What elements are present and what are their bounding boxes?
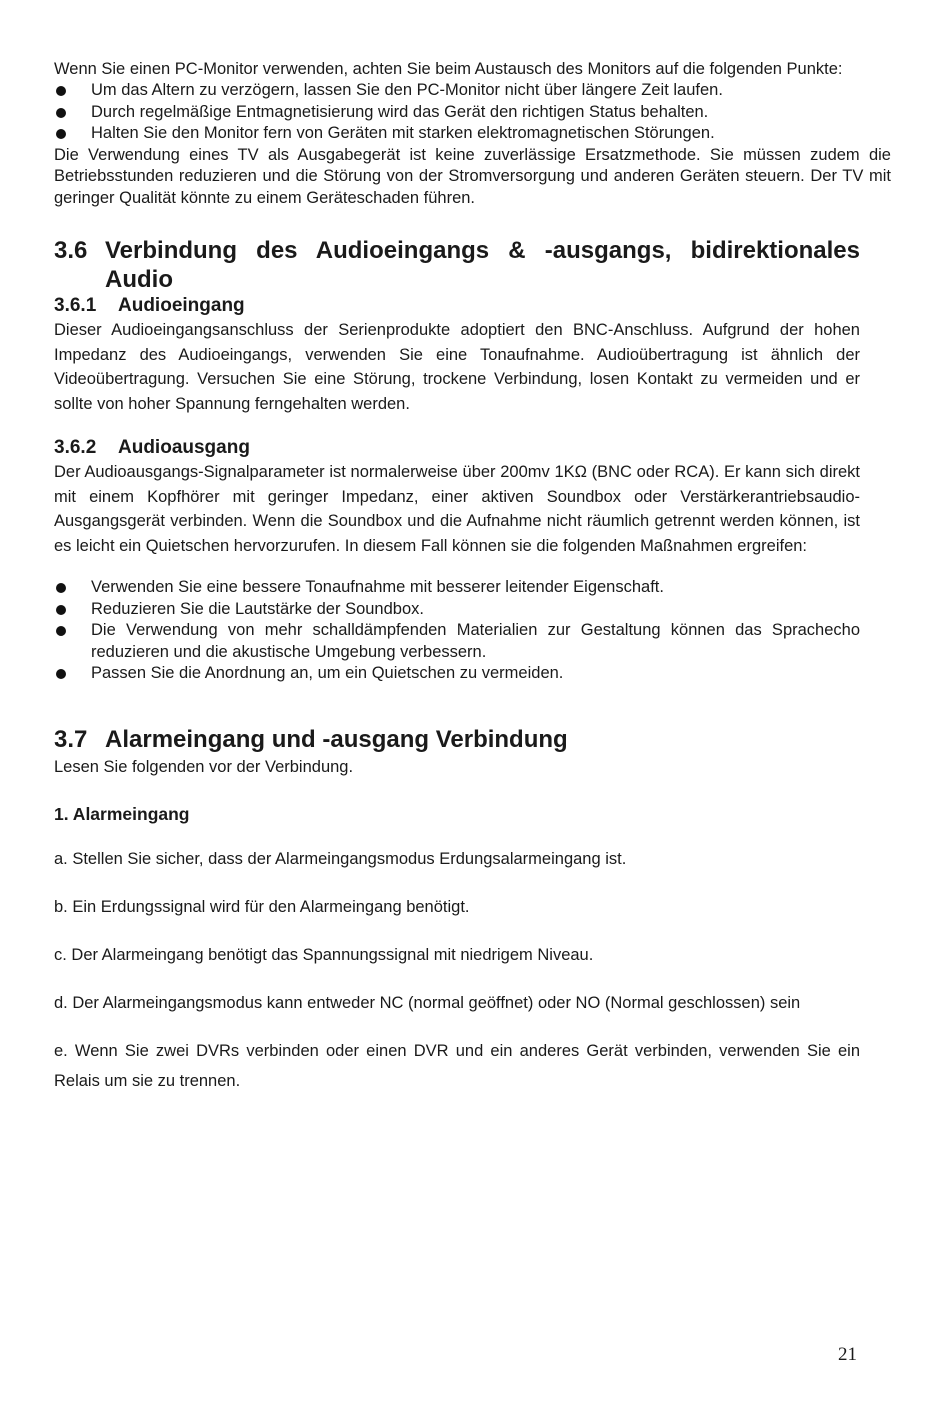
document-page xyxy=(54,58,891,1096)
audio-input-paragraph: Dieser Audioeingangsanschluss der Serienprodukte adoptiert den BNC-Anschluss. Aufgrund der hohen Impedanz des Audioeingangs, verwenden Sie eine Tonaufnahme. Audioübertragung ist ähnlich der Videoübertragung. Versuchen Sie eine Störung, trockene Verbindung, losen Kontakt zu vermeiden und er sollte von hoher Spannung ferngehalten werden. xyxy=(54,321,860,413)
tv-paragraph: Die Verwendung eines TV als Ausgabegerät ist keine zuverlässige Ersatzmethode. Sie müssen zudem die Betriebsstunden reduzieren und die Störung von der Stromversorgung und anderen Geräten steuern. Der TV mit geringer Qualität könnte zu einem Geräteschaden führen. xyxy=(54,145,891,207)
list-item: Durch regelmäßige Entmagnetisierung wird das Gerät den richtigen Status behalten. xyxy=(54,102,891,124)
list-item: e. Wenn Sie zwei DVRs verbinden oder einen DVR und ein anderes Gerät verbinden, verwenden Sie ein Relais um sie zu trennen. xyxy=(54,1041,860,1090)
section-number: 3.6 xyxy=(54,237,88,264)
audio-output-paragraph: Der Audioausgangs-Signalparameter ist normalerweise über 200mv 1KΩ (BNC oder RCA). Er kann sich direkt mit einem Kopfhörer mit geringer Impedanz, einer aktiven Soundbox oder Verstärkerantriebsaudio-Ausgangsgerät verbinden. Wenn die Soundbox und die Aufnahme nicht räumlich getrennt werden können, ist es leicht ein Quietschen hervorzurufen. In diesem Fall können sie die folgenden Maßnahmen ergreifen: xyxy=(54,463,860,555)
list-item: a. Stellen Sie sicher, dass der Alarmeingangsmodus Erdungsalarmeingang ist. xyxy=(54,849,627,868)
list-item: Die Verwendung von mehr schalldämpfenden Materialien zur Gestaltung können das Sprachecho reduzieren und die akustische Umgebung verbessern. xyxy=(54,620,860,663)
list-item: Reduzieren Sie die Lautstärke der Soundbox. xyxy=(54,599,860,621)
list-item: Verwenden Sie eine bessere Tonaufnahme mit besserer leitender Eigenschaft. xyxy=(54,577,860,599)
list-item: c. Der Alarmeingang benötigt das Spannungssignal mit niedrigem Niveau. xyxy=(54,945,594,964)
subsection-heading-3-6-1 xyxy=(54,294,891,318)
alarm-input-heading: 1. Alarmeingang xyxy=(54,803,190,824)
subsection-title: Audioausgang xyxy=(118,437,250,458)
list-item: Um das Altern zu verzögern, lassen Sie den PC-Monitor nicht über längere Zeit laufen. xyxy=(54,80,891,102)
list-item: d. Der Alarmeingangsmodus kann entweder NC (normal geöffnet) oder NO (Normal geschlossen) sein xyxy=(54,993,801,1012)
section-title: Alarmeingang und -ausgang Verbindung xyxy=(105,725,568,753)
audio-measures-list xyxy=(54,577,860,685)
section-number: 3.7 xyxy=(54,725,88,753)
section-heading-3-6 xyxy=(54,236,860,294)
subsection-number: 3.6.2 xyxy=(54,437,97,458)
list-item: Halten Sie den Monitor fern von Geräten mit starken elektromagnetischen Störungen. xyxy=(54,123,891,145)
section-3-7-intro: Lesen Sie folgenden vor der Verbindung. xyxy=(54,757,354,776)
list-item: b. Ein Erdungssignal wird für den Alarmeingang benötigt. xyxy=(54,897,470,916)
section-heading-3-7 xyxy=(54,725,891,754)
intro-paragraph: Wenn Sie einen PC-Monitor verwenden, achten Sie beim Austausch des Monitors auf die folgenden Punkte: xyxy=(54,60,843,78)
subsection-title: Audioeingang xyxy=(118,295,245,316)
page-number: 21 xyxy=(838,1344,857,1365)
monitor-tips-list xyxy=(54,80,891,145)
section-title: Verbindung des Audioeingangs & -ausgangs, bidirektionales Audio xyxy=(105,237,860,293)
list-item: Passen Sie die Anordnung an, um ein Quietschen zu vermeiden. xyxy=(54,663,860,685)
subsection-number: 3.6.1 xyxy=(54,295,97,316)
subsection-heading-3-6-2 xyxy=(54,436,891,460)
